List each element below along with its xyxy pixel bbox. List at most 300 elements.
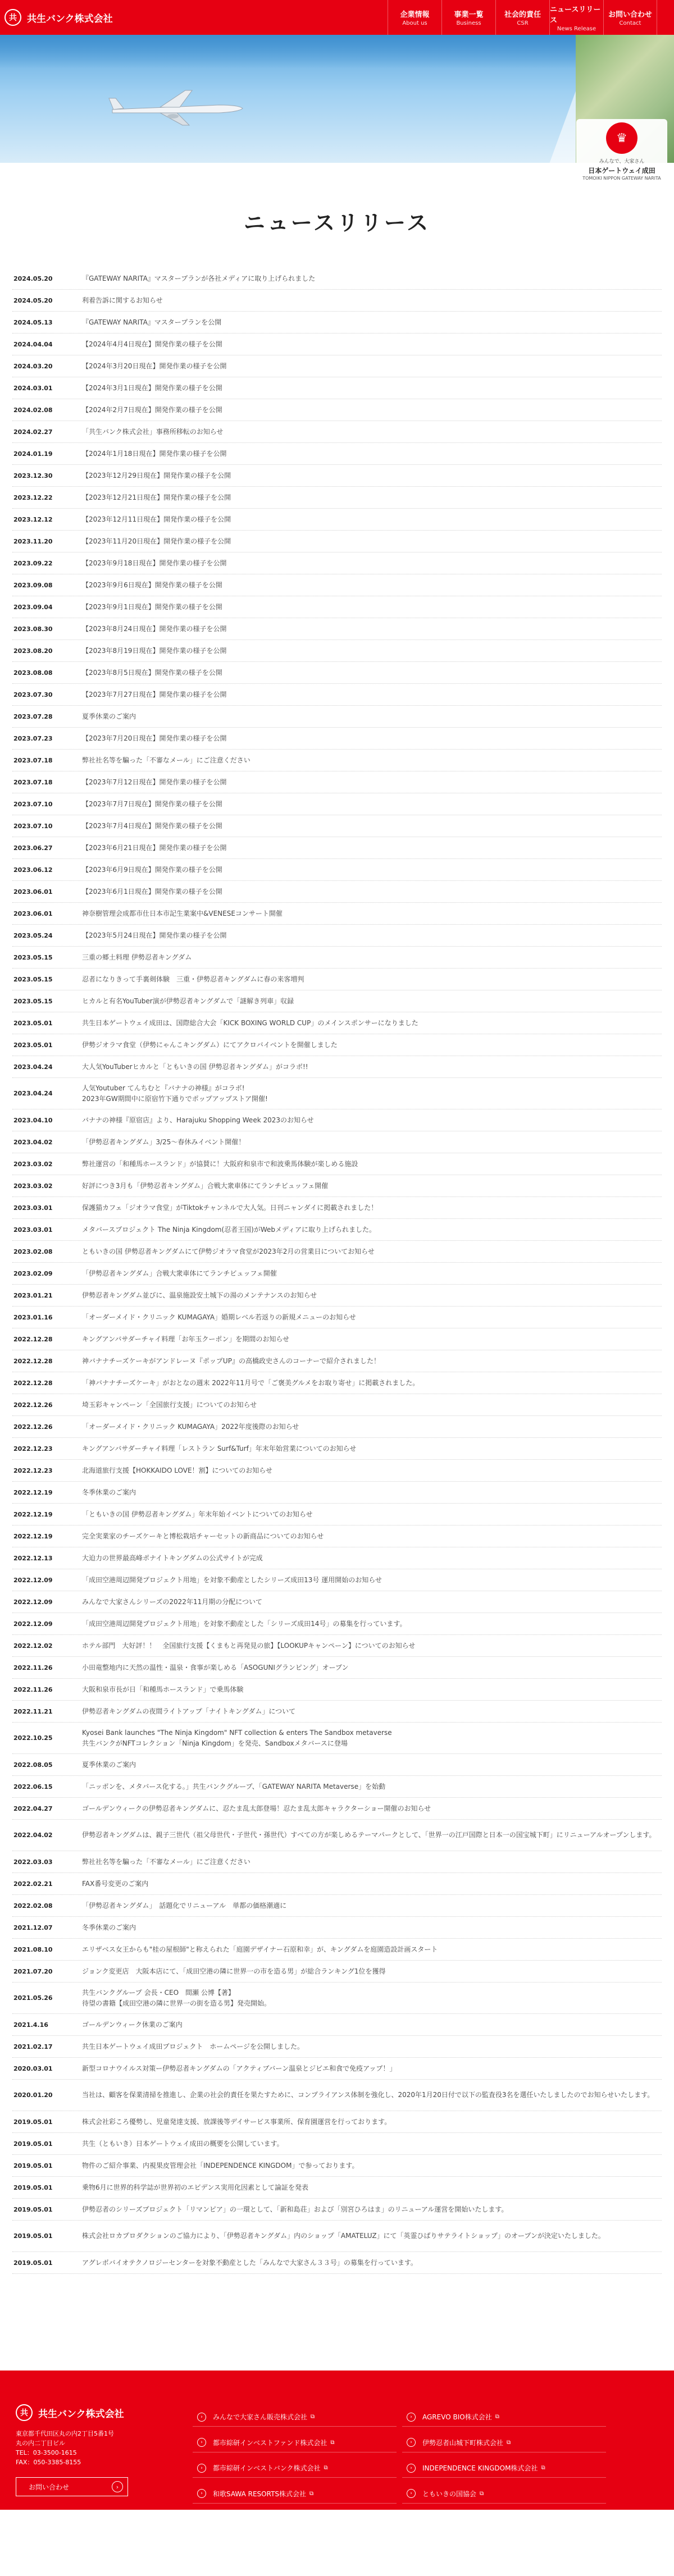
news-title[interactable] bbox=[82, 273, 315, 284]
news-item[interactable] bbox=[12, 377, 662, 399]
news-title[interactable] bbox=[82, 930, 226, 941]
news-item[interactable] bbox=[12, 2133, 662, 2155]
news-title[interactable] bbox=[82, 1619, 406, 1629]
news-item[interactable] bbox=[12, 355, 662, 377]
news-title-line: 好評につき3月も「伊勢忍者キングダム」合戦大衆車体にてランチビュッフェ開催 bbox=[82, 1181, 329, 1190]
news-date: 2022.04.27 bbox=[13, 1805, 53, 1812]
news-title[interactable] bbox=[82, 1944, 438, 1955]
news-item[interactable] bbox=[12, 1394, 662, 1416]
news-item[interactable] bbox=[12, 465, 662, 487]
news-title-line: 伊勢忍者キングダム並びに、温泉施設安土城下の湯のメンテナンスのお知らせ bbox=[82, 1291, 317, 1299]
site-header bbox=[0, 0, 674, 35]
news-item[interactable] bbox=[12, 1263, 662, 1285]
news-title[interactable] bbox=[82, 295, 163, 306]
news-item[interactable] bbox=[12, 1504, 662, 1525]
news-title[interactable] bbox=[82, 1018, 418, 1029]
news-date: 2023.05.01 bbox=[13, 1041, 53, 1049]
news-date: 2023.03.01 bbox=[13, 1226, 53, 1234]
news-title[interactable] bbox=[82, 2041, 304, 2052]
news-title-line: 神バナナチーズケーキがアンドレーヌ『ポップUP』の高橋政史さんのコーナーで紹介されました！ bbox=[82, 1356, 380, 1365]
news-title[interactable] bbox=[82, 1137, 245, 1148]
news-title[interactable] bbox=[82, 1575, 382, 1586]
news-item[interactable] bbox=[12, 1723, 662, 1754]
news-date: 2023.04.24 bbox=[13, 1090, 53, 1097]
news-item[interactable] bbox=[12, 1798, 662, 1820]
news-item[interactable] bbox=[12, 2080, 662, 2111]
news-date: 2022.11.21 bbox=[13, 1707, 53, 1715]
news-title[interactable] bbox=[82, 1181, 328, 1191]
news-date: 2023.12.12 bbox=[13, 515, 53, 523]
news-title[interactable] bbox=[82, 1400, 257, 1410]
news-item[interactable] bbox=[12, 1197, 662, 1219]
news-date: 2023.05.24 bbox=[13, 931, 53, 939]
news-date: 2022.12.28 bbox=[13, 1357, 53, 1365]
news-title[interactable] bbox=[82, 1509, 313, 1520]
news-title[interactable] bbox=[82, 1531, 324, 1542]
news-title[interactable] bbox=[82, 1225, 376, 1235]
news-date: 2023.06.01 bbox=[13, 910, 53, 917]
news-date: 2023.07.18 bbox=[13, 778, 53, 786]
news-title[interactable] bbox=[82, 1356, 380, 1367]
nav-label: ニュースリリース bbox=[550, 5, 601, 25]
news-item[interactable] bbox=[12, 1591, 662, 1613]
news-item[interactable] bbox=[12, 509, 662, 531]
news-item[interactable] bbox=[12, 684, 662, 706]
news-title[interactable] bbox=[82, 1422, 299, 1432]
news-title[interactable] bbox=[82, 908, 283, 919]
news-item[interactable] bbox=[12, 1460, 662, 1482]
news-title[interactable] bbox=[82, 427, 223, 437]
news-date: 2021.4.16 bbox=[13, 2021, 48, 2029]
news-title-line: 「伊勢忍者キングダム」3/25～春休みイベント開催！ bbox=[82, 1138, 245, 1146]
news-item[interactable] bbox=[12, 487, 662, 509]
news-item[interactable] bbox=[12, 881, 662, 903]
news-date: 2022.12.28 bbox=[13, 1335, 53, 1343]
news-item[interactable] bbox=[12, 2058, 662, 2080]
news-date: 2022.10.25 bbox=[13, 1734, 53, 1742]
news-title-line: 夏季休業のご案内 bbox=[82, 712, 136, 720]
news-title-line: アグレボバイオテクノロジーセンターを対象不動産とした「みんなで大家さん３３号」の募集を行っています。 bbox=[82, 2258, 417, 2267]
external-link-icon: ⧉ bbox=[324, 2465, 328, 2471]
news-item[interactable] bbox=[12, 1328, 662, 1350]
news-date: 2023.01.16 bbox=[13, 1313, 53, 1321]
news-title-line: 【2023年6月9日現在】開発作業の様子を公開 bbox=[82, 865, 222, 874]
news-item[interactable] bbox=[12, 2036, 662, 2058]
news-title-line: 【2023年8月24日現在】開発作業の様子を公開 bbox=[82, 624, 227, 633]
news-title[interactable] bbox=[82, 821, 222, 832]
news-item[interactable] bbox=[12, 969, 662, 990]
news-date: 2019.05.01 bbox=[13, 2140, 53, 2148]
footer-link[interactable] bbox=[193, 2459, 397, 2478]
news-title[interactable] bbox=[82, 1444, 356, 1454]
project-badge bbox=[576, 119, 667, 185]
news-title[interactable] bbox=[82, 1830, 655, 1840]
external-link-icon: ⧉ bbox=[495, 2414, 499, 2420]
news-item[interactable] bbox=[12, 859, 662, 881]
news-item[interactable] bbox=[12, 947, 662, 969]
news-title[interactable] bbox=[82, 887, 222, 897]
news-date: 2022.08.05 bbox=[13, 1761, 53, 1769]
news-title[interactable] bbox=[82, 1312, 356, 1323]
news-title[interactable] bbox=[82, 1966, 386, 1977]
news-item[interactable] bbox=[12, 552, 662, 574]
news-title-line: 弊社社名等を騙った「不審なメール」にご注意ください bbox=[82, 756, 251, 764]
news-item[interactable] bbox=[12, 334, 662, 355]
news-title-line: 伊勢忍者キングダムの夜間ライトアップ「ナイトキングダム」について bbox=[82, 1707, 296, 1715]
news-title[interactable] bbox=[82, 2182, 308, 2193]
news-title-line: 「共生バンク株式会社」事務所移転のお知らせ bbox=[82, 427, 224, 436]
news-title[interactable] bbox=[82, 2161, 358, 2171]
news-item[interactable] bbox=[12, 750, 662, 771]
news-item[interactable] bbox=[12, 1820, 662, 1851]
footer-address bbox=[16, 2429, 165, 2467]
news-title-line: ホテル部門 大好評！！ 全国旅行支援【くまもと再発見の旅】【LOOKUPキャンペーン】についてのお知らせ bbox=[82, 1641, 416, 1650]
news-title-line: FAX番号変更のご案内 bbox=[82, 1879, 149, 1888]
news-item[interactable] bbox=[12, 2177, 662, 2199]
news-item[interactable] bbox=[12, 640, 662, 662]
news-title-line: 【2024年2月7日現在】開発作業の様子を公開 bbox=[82, 405, 222, 414]
news-date: 2023.04.24 bbox=[13, 1063, 53, 1071]
badge-name: 日本ゲートウェイ成田 bbox=[588, 167, 655, 175]
news-item[interactable] bbox=[12, 1917, 662, 1939]
news-date: 2023.01.21 bbox=[13, 1291, 53, 1299]
news-title[interactable] bbox=[82, 1290, 317, 1301]
news-item[interactable] bbox=[12, 1482, 662, 1504]
news-date: 2023.05.15 bbox=[13, 953, 53, 961]
news-title[interactable] bbox=[82, 1760, 136, 1770]
news-item[interactable] bbox=[12, 1012, 662, 1034]
news-title-line: 【2023年12月11日現在】開発作業の様子を公開 bbox=[82, 515, 231, 523]
address-line: 丸の内二丁目ビル bbox=[16, 2440, 65, 2447]
arrow-right-icon: › bbox=[197, 2489, 206, 2498]
nav-item-news[interactable] bbox=[549, 0, 603, 35]
nav-item-contact[interactable] bbox=[603, 0, 657, 35]
news-item[interactable] bbox=[12, 1895, 662, 1917]
news-title[interactable] bbox=[82, 492, 231, 503]
footer-link[interactable] bbox=[402, 2484, 606, 2504]
news-item[interactable] bbox=[12, 1776, 662, 1798]
news-title[interactable] bbox=[82, 1922, 136, 1933]
news-date: 2021.07.20 bbox=[13, 1967, 53, 1975]
news-item[interactable] bbox=[12, 662, 662, 684]
news-title[interactable] bbox=[82, 1684, 243, 1695]
news-title[interactable] bbox=[82, 580, 222, 591]
contact-label: お問い合わせ bbox=[29, 2483, 70, 2491]
news-item[interactable] bbox=[12, 2221, 662, 2252]
news-title-line: 【2023年8月19日現在】開発作業の様子を公開 bbox=[82, 646, 227, 655]
news-title[interactable] bbox=[82, 1901, 286, 1911]
news-title[interactable] bbox=[82, 996, 294, 1007]
news-title[interactable] bbox=[82, 405, 222, 415]
news-title-line: 新型コロナウイルス対策ー伊勢忍者キングダムの「アクティブバーン温泉とジビエ和食で免疫アップ！」 bbox=[82, 2064, 397, 2072]
news-item[interactable] bbox=[12, 1569, 662, 1591]
news-title-line: 【2024年3月1日現在】開発作業の様子を公開 bbox=[82, 383, 222, 392]
news-title[interactable] bbox=[82, 361, 226, 372]
news-item[interactable] bbox=[12, 1438, 662, 1460]
news-title[interactable] bbox=[82, 602, 222, 613]
news-item[interactable] bbox=[12, 399, 662, 421]
news-date: 2023.05.15 bbox=[13, 997, 53, 1005]
news-title[interactable] bbox=[82, 689, 226, 700]
news-title-line: エリザベス女王からも"桂の屋根師"と称えられた「庭園デザイナー石原和幸」が、キングダムを庭園造設計画スタート bbox=[82, 1945, 438, 1953]
news-date: 2023.07.30 bbox=[13, 691, 53, 698]
footer-link-label: 都市綜研インベストファンド株式会社 bbox=[213, 2438, 327, 2447]
news-title-line: Kyosei Bank launches "The Ninja Kingdom" NFT collection & enters The Sandbox metaverse bbox=[82, 1728, 392, 1737]
news-item[interactable] bbox=[12, 1961, 662, 1983]
news-date: 2022.12.23 bbox=[13, 1445, 53, 1453]
news-title[interactable] bbox=[82, 1465, 272, 1476]
news-title[interactable] bbox=[82, 1246, 375, 1257]
page-title: ニュースリリース bbox=[243, 211, 431, 235]
news-title[interactable] bbox=[82, 952, 192, 963]
news-item[interactable] bbox=[12, 1034, 662, 1056]
news-title[interactable] bbox=[82, 1159, 358, 1170]
news-title[interactable] bbox=[82, 2258, 417, 2268]
news-title-line: キングアンバサダーチャイ料理「お年玉クーポン」を期間のお知らせ bbox=[82, 1335, 290, 1343]
news-date: 2023.05.15 bbox=[13, 975, 53, 983]
news-title[interactable] bbox=[82, 1083, 268, 1104]
news-item[interactable] bbox=[12, 1350, 662, 1372]
news-title[interactable] bbox=[82, 865, 222, 875]
brand-name: 共生バンク株式会社 bbox=[27, 13, 113, 25]
news-item[interactable] bbox=[12, 1175, 662, 1197]
news-title[interactable] bbox=[82, 1203, 377, 1213]
news-title[interactable] bbox=[82, 843, 226, 853]
news-date: 2022.03.03 bbox=[13, 1858, 53, 1866]
footer-contact-button[interactable] bbox=[16, 2477, 128, 2496]
nav-item-csr[interactable] bbox=[495, 0, 549, 35]
news-item[interactable] bbox=[12, 1657, 662, 1679]
news-item[interactable] bbox=[12, 1939, 662, 1961]
news-title[interactable] bbox=[82, 711, 136, 722]
news-date: 2024.01.19 bbox=[13, 450, 53, 458]
news-title[interactable] bbox=[82, 1040, 338, 1051]
crown-logo-icon: ♛ bbox=[606, 122, 637, 154]
news-title-line: 共生日本ゲートウェイ成田は、国際総合大会「KICK BOXING WORLD CUP」のメインスポンサーになりました bbox=[82, 1018, 418, 1027]
news-title[interactable] bbox=[82, 1857, 251, 1867]
news-item[interactable] bbox=[12, 443, 662, 465]
news-title[interactable] bbox=[82, 1487, 136, 1498]
news-item[interactable] bbox=[12, 1219, 662, 1241]
site-footer bbox=[0, 2371, 674, 2510]
news-title[interactable] bbox=[82, 2139, 284, 2149]
news-date: 2023.08.30 bbox=[13, 625, 53, 633]
news-item[interactable] bbox=[12, 1131, 662, 1153]
news-title[interactable] bbox=[82, 2090, 654, 2100]
nav-item-about[interactable] bbox=[388, 0, 441, 35]
news-title[interactable] bbox=[82, 2020, 183, 2030]
news-title[interactable] bbox=[82, 2063, 396, 2074]
news-item[interactable] bbox=[12, 1056, 662, 1078]
news-title-line: 【2023年6月1日現在】開発作業の様子を公開 bbox=[82, 887, 222, 896]
news-item[interactable] bbox=[12, 1372, 662, 1394]
news-title-line: 『GATEWAY NARITA』マスタープランが各社メディアに取り上げられました bbox=[82, 274, 316, 282]
news-title-line: 共生（ともいき）日本ゲートウェイ成田の概要を公開しています。 bbox=[82, 2139, 284, 2148]
news-title-line: 伊勢忍者キングダムは、親子三世代（祖父母世代・子世代・孫世代）すべての方が楽しめるテーマパークとして、「世界一の江戸国際と日本一の国宝城下町」にリニューアルオープンします。 bbox=[82, 1831, 656, 1839]
news-title-line: 当社は、顧客を保業清掃を推進し、企業の社会的責任を果たすために、コンプライアンス体制を強化し、2020年1月20日付で以下の監査役3名を選任いたしましたのでお知らせいたします。 bbox=[82, 2091, 654, 2099]
news-date: 2022.11.26 bbox=[13, 1686, 53, 1693]
news-title[interactable] bbox=[82, 1782, 385, 1792]
news-item[interactable] bbox=[12, 2014, 662, 2036]
news-date: 2024.05.20 bbox=[13, 296, 53, 304]
news-item[interactable] bbox=[12, 574, 662, 596]
news-title-line: ヒカルと有名YouTuber演が伊勢忍者キングダムで「謎解き列車」収録 bbox=[82, 997, 294, 1005]
news-title-line: 共生日本ゲートウェイ成田プロジェクト ホームページを公開しました。 bbox=[82, 2042, 304, 2050]
news-title[interactable] bbox=[82, 514, 231, 525]
news-item[interactable] bbox=[12, 1241, 662, 1263]
news-item[interactable] bbox=[12, 2155, 662, 2177]
news-item[interactable] bbox=[12, 1525, 662, 1547]
footer-link[interactable] bbox=[402, 2433, 606, 2452]
news-date: 2022.02.21 bbox=[13, 1880, 53, 1888]
news-item[interactable] bbox=[12, 815, 662, 837]
footer-link[interactable] bbox=[193, 2484, 397, 2504]
news-title[interactable] bbox=[82, 1334, 289, 1345]
news-date: 2023.06.01 bbox=[13, 888, 53, 896]
news-item[interactable] bbox=[12, 421, 662, 443]
news-date: 2022.02.08 bbox=[13, 1902, 53, 1910]
news-title[interactable] bbox=[82, 1115, 314, 1126]
news-title[interactable] bbox=[82, 317, 221, 328]
news-item[interactable] bbox=[12, 618, 662, 640]
news-item[interactable] bbox=[12, 1416, 662, 1438]
news-item[interactable] bbox=[12, 1873, 662, 1895]
news-title[interactable] bbox=[82, 1803, 431, 1814]
footer-brand[interactable] bbox=[16, 2404, 165, 2421]
news-item[interactable] bbox=[12, 837, 662, 859]
news-item[interactable] bbox=[12, 1679, 662, 1701]
news-item[interactable] bbox=[12, 793, 662, 815]
news-title[interactable] bbox=[82, 558, 226, 569]
news-title[interactable] bbox=[82, 1641, 415, 1651]
news-date: 2023.12.30 bbox=[13, 472, 53, 479]
news-date: 2022.12.26 bbox=[13, 1423, 53, 1431]
news-title[interactable] bbox=[82, 1706, 295, 1717]
news-title-line: 【2023年7月27日現在】開発作業の様子を公開 bbox=[82, 690, 227, 698]
news-item[interactable] bbox=[12, 1613, 662, 1635]
news-title[interactable] bbox=[82, 2204, 508, 2215]
nav-item-business[interactable] bbox=[441, 0, 495, 35]
news-item[interactable] bbox=[12, 771, 662, 793]
news-date: 2019.05.01 bbox=[13, 2232, 53, 2240]
news-date: 2024.02.08 bbox=[13, 406, 53, 414]
news-title[interactable] bbox=[82, 974, 304, 985]
news-item[interactable] bbox=[12, 1285, 662, 1307]
news-title-line: 2023年GW期間中に原宿竹下通りでポップアップストア開催! bbox=[82, 1094, 268, 1103]
external-link-icon: ⧉ bbox=[480, 2490, 484, 2497]
news-title[interactable] bbox=[82, 2117, 391, 2127]
footer-link-label: みんなで大家さん販売株式会社 bbox=[213, 2413, 308, 2421]
news-title[interactable] bbox=[82, 383, 222, 394]
news-title-line: 待望の書籍【成田空港の隣に世界一の街を造る男】発売開始。 bbox=[82, 1999, 271, 2007]
news-title[interactable] bbox=[82, 1988, 271, 2008]
news-title-line: 北海道旅行支援【HOKKAIDO LOVE！割】についてのお知らせ bbox=[82, 1466, 272, 1474]
news-item[interactable] bbox=[12, 1983, 662, 2014]
news-title-line: 「伊勢忍者キングダム」合戦大衆車体にてランチビュッフェ開催 bbox=[82, 1269, 277, 1277]
news-item[interactable] bbox=[12, 1754, 662, 1776]
news-title[interactable] bbox=[82, 2231, 605, 2241]
news-title-line: 「ニッポンを、メタバース化する。」共生バンクグループ、「GATEWAY NARITA Metaverse」を始動 bbox=[82, 1782, 386, 1791]
news-title-line: 【2023年9月6日現在】開発作業の様子を公開 bbox=[82, 581, 222, 589]
news-item[interactable] bbox=[12, 268, 662, 290]
news-title[interactable] bbox=[82, 1597, 262, 1607]
news-item[interactable] bbox=[12, 312, 662, 334]
arrow-right-icon: › bbox=[197, 2413, 206, 2422]
news-title[interactable] bbox=[82, 471, 231, 481]
news-date: 2022.12.23 bbox=[13, 1467, 53, 1474]
news-date: 2023.09.08 bbox=[13, 581, 53, 589]
news-item[interactable] bbox=[12, 1635, 662, 1657]
news-title-line: 共生バンクがNFTコレクション「Ninja Kingdom」を発売、Sandboxメタバースに登場 bbox=[82, 1739, 348, 1747]
news-item[interactable] bbox=[12, 2199, 662, 2221]
news-title-line: 共生バンクグループ 会長・CEO 間瀬 公博【著】 bbox=[82, 1988, 235, 1997]
news-item[interactable] bbox=[12, 290, 662, 312]
news-date: 2022.12.28 bbox=[13, 1379, 53, 1387]
news-title[interactable] bbox=[82, 1268, 277, 1279]
news-item[interactable] bbox=[12, 1109, 662, 1131]
news-title-line: 【2023年7月20日現在】開発作業の様子を公開 bbox=[82, 734, 227, 742]
news-title[interactable] bbox=[82, 1553, 263, 1564]
footer-link[interactable] bbox=[402, 2459, 606, 2478]
news-title[interactable] bbox=[82, 668, 222, 678]
news-title-line: みんなで大家さんシリーズの2022年11月期の分配について bbox=[82, 1597, 262, 1606]
news-item[interactable] bbox=[12, 596, 662, 618]
brand[interactable] bbox=[0, 9, 113, 26]
news-title[interactable] bbox=[82, 646, 226, 656]
news-date: 2021.08.10 bbox=[13, 1945, 53, 1953]
news-item[interactable] bbox=[12, 1547, 662, 1569]
news-date: 2023.04.10 bbox=[13, 1116, 53, 1124]
news-title[interactable] bbox=[82, 799, 222, 810]
news-title[interactable] bbox=[82, 755, 251, 766]
news-title[interactable] bbox=[82, 1728, 392, 1748]
news-item[interactable] bbox=[12, 706, 662, 728]
footer-link[interactable] bbox=[193, 2433, 397, 2452]
news-item[interactable] bbox=[12, 1307, 662, 1328]
news-title[interactable] bbox=[82, 339, 222, 350]
news-title-line: 【2023年8月5日現在】開発作業の様子を公開 bbox=[82, 668, 222, 677]
news-date: 2023.06.12 bbox=[13, 866, 53, 874]
news-date: 2022.11.26 bbox=[13, 1664, 53, 1671]
news-title-line: 大迫力の世界最高峰ポナイトキングダムの公式サイトが完成 bbox=[82, 1554, 263, 1562]
news-item[interactable] bbox=[12, 728, 662, 750]
footer-brand-name: 共生バンク株式会社 bbox=[38, 2408, 124, 2420]
news-item[interactable] bbox=[12, 1078, 662, 1109]
news-item[interactable] bbox=[12, 1153, 662, 1175]
footer-link[interactable] bbox=[402, 2408, 606, 2427]
news-item[interactable] bbox=[12, 1851, 662, 1873]
footer-link[interactable] bbox=[193, 2408, 397, 2427]
news-item[interactable] bbox=[12, 2111, 662, 2133]
news-title[interactable] bbox=[82, 449, 226, 459]
news-title[interactable] bbox=[82, 536, 231, 547]
news-date: 2022.12.02 bbox=[13, 1642, 53, 1650]
news-title[interactable] bbox=[82, 777, 226, 788]
news-title[interactable] bbox=[82, 1062, 308, 1072]
news-title[interactable] bbox=[82, 1879, 148, 1889]
news-title[interactable] bbox=[82, 1662, 349, 1673]
news-title[interactable] bbox=[82, 1378, 419, 1389]
news-item[interactable] bbox=[12, 903, 662, 925]
news-title[interactable] bbox=[82, 624, 226, 634]
news-title-line: 【2023年11月20日現在】開発作業の様子を公開 bbox=[82, 537, 231, 545]
news-item[interactable] bbox=[12, 990, 662, 1012]
news-item[interactable] bbox=[12, 925, 662, 947]
news-item[interactable] bbox=[12, 2252, 662, 2274]
news-item[interactable] bbox=[12, 1701, 662, 1723]
news-title[interactable] bbox=[82, 733, 226, 744]
news-item[interactable] bbox=[12, 531, 662, 552]
